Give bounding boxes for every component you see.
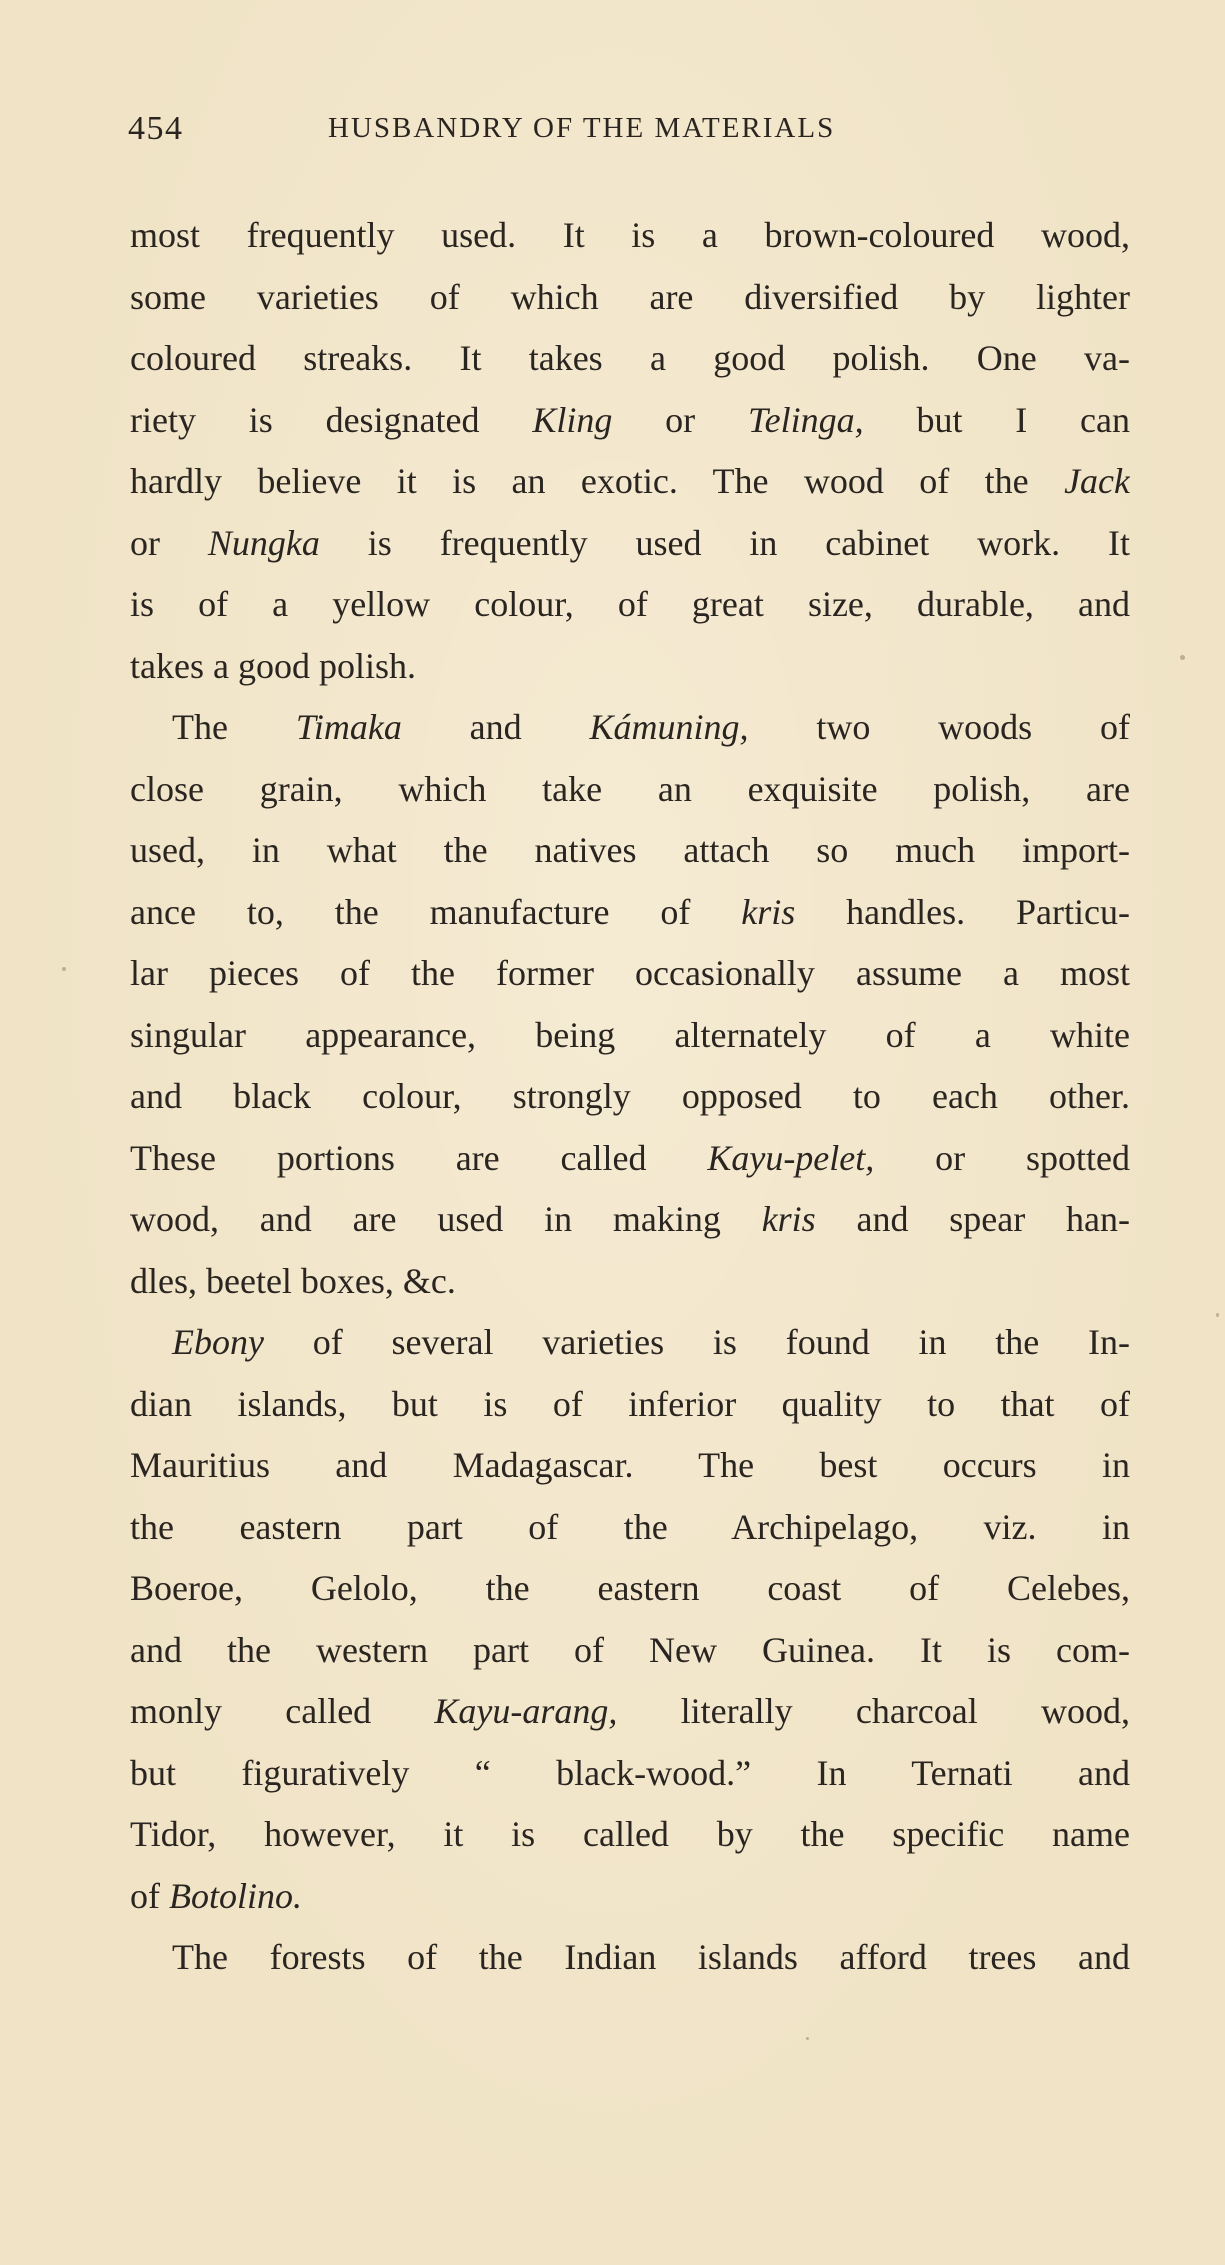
text-line: or Nungka is frequently used in cabinet work. It: [130, 522, 1130, 563]
text-line: hardly believe it is an exotic. The wood of the Jack: [130, 461, 1130, 501]
paper-speck: [1216, 1313, 1219, 1317]
text-line: close grain, which take an exquisite polish, are: [130, 768, 1130, 809]
text-line: monly called Kayu-arang, literally charcoal wood,: [130, 1691, 1130, 1731]
text-line: coloured streaks. It takes a good polish. One va-: [130, 338, 1130, 378]
page-number: 454: [128, 110, 184, 147]
text-line: is of a yellow colour, of great size, durable, and: [130, 584, 1130, 624]
text-line: and the western part of New Guinea. It is com-: [130, 1629, 1130, 1670]
text-line: Boeroe, Gelolo, the eastern coast of Celebes,: [130, 1568, 1130, 1608]
text-line: of Botolino.: [130, 1875, 302, 1916]
italic-term: Kámuning,: [589, 707, 749, 747]
italic-term: Ebony: [172, 1322, 264, 1362]
italic-term: Kling: [532, 399, 613, 440]
italic-term: Botolino.: [169, 1875, 302, 1916]
paper-speck: [1180, 655, 1185, 660]
text-line: singular appearance, being alternately of a white: [130, 1014, 1130, 1055]
text-line: dles, beetel boxes, &c.: [130, 1260, 456, 1301]
italic-term: kris: [761, 1199, 816, 1239]
text-line: These portions are called Kayu-pelet, or spotted: [130, 1137, 1130, 1178]
text-line: the eastern part of the Archipelago, viz. in: [130, 1506, 1130, 1547]
italic-term: kris: [741, 891, 796, 932]
italic-term: Kayu-pelet,: [707, 1137, 875, 1178]
text-line: used, in what the natives attach so much import-: [130, 830, 1130, 870]
text-line: Tidor, however, it is called by the specific name: [130, 1814, 1130, 1854]
text-line: The forests of the Indian islands afford trees and: [172, 1937, 1130, 1977]
running-head: [128, 110, 1128, 154]
italic-term: Jack: [1064, 461, 1130, 501]
italic-term: Kayu-arang,: [434, 1691, 618, 1731]
text-line: wood, and are used in making kris and spear han-: [130, 1199, 1130, 1239]
text-line: The Timaka and Kámuning, two woods of: [172, 707, 1130, 747]
text-line: Ebony of several varieties is found in the In-: [172, 1322, 1130, 1362]
paper-speck: [62, 967, 66, 971]
text-line: and black colour, strongly opposed to each other.: [130, 1076, 1130, 1116]
body-text: [130, 205, 1130, 1989]
running-title: HUSBANDRY OF THE MATERIALS: [328, 112, 836, 144]
italic-term: Timaka: [295, 707, 402, 747]
text-line: riety is designated Kling or Telinga, but I can: [130, 399, 1130, 440]
text-line: some varieties of which are diversified by lighter: [130, 276, 1130, 317]
text-line: most frequently used. It is a brown-coloured wood,: [130, 215, 1130, 255]
text-line: ance to, the manufacture of kris handles. Particu-: [130, 891, 1130, 932]
italic-term: Telinga,: [747, 399, 864, 440]
text-line: takes a good polish.: [130, 645, 416, 686]
paper-speck: [806, 2037, 809, 2040]
text-line: lar pieces of the former occasionally assume a most: [130, 953, 1130, 993]
italic-term: Nungka: [207, 522, 320, 563]
text-line: but figuratively “ black-wood.” In Ternati and: [130, 1752, 1130, 1793]
text-line: dian islands, but is of inferior quality to that of: [130, 1383, 1130, 1424]
text-line: Mauritius and Madagascar. The best occurs in: [130, 1445, 1130, 1485]
